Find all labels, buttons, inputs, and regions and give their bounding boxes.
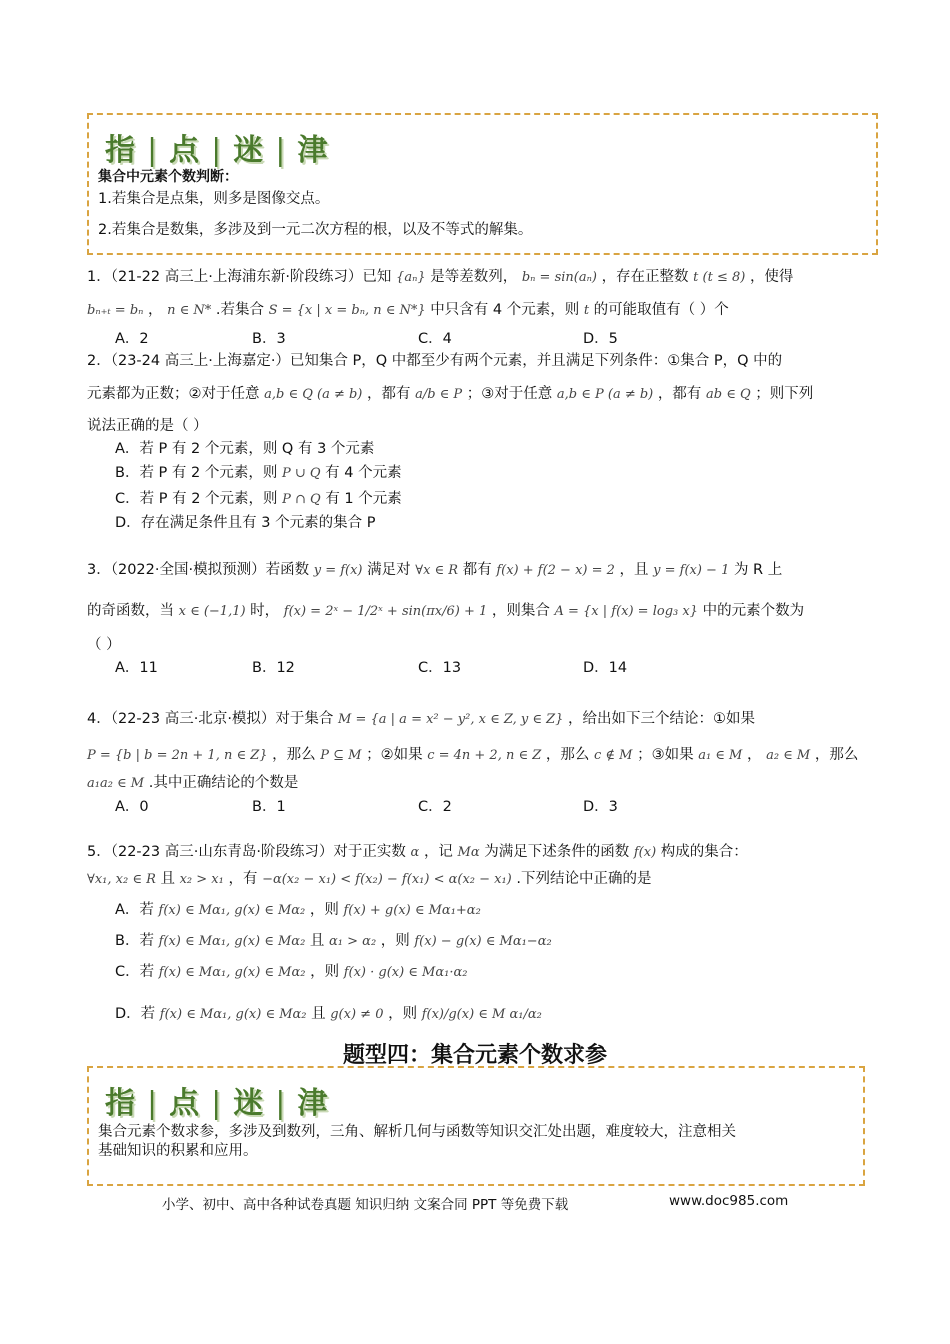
text: 且 — [309, 933, 325, 949]
text: 为满足下述条件的函数 — [484, 844, 630, 860]
math-expr: a,b ∈ Q (a ≠ b) — [264, 387, 363, 402]
q2-line2 — [87, 382, 813, 403]
text: ；③对于任意 — [466, 386, 553, 402]
text: C．若 — [115, 964, 155, 980]
text: ，那么 — [545, 747, 590, 763]
q3-option-d[interactable]: D．14 — [583, 660, 628, 676]
text: ，那么 — [814, 747, 859, 763]
text: .下列结论中正确的是 — [516, 871, 652, 887]
text: 的奇函数，当 — [87, 603, 174, 619]
tip2-line: 基础知识的积累和应用。 — [98, 1143, 258, 1159]
q5-line1 — [87, 840, 748, 861]
math-expr: ab ∈ Q — [705, 387, 751, 402]
math-expr: c = 4n + 2, n ∈ Z — [427, 748, 542, 763]
text: 的可能取值有（ ）个 — [593, 302, 729, 318]
math-expr: f(x) ∈ Mα₁, g(x) ∈ Mα₂ — [158, 903, 306, 918]
q2-option-a[interactable]: A．若 P 有 2 个元素，则 Q 有 3 个元素 — [115, 441, 375, 457]
text: B．若 — [115, 933, 154, 949]
text: ，给出如下三个结论：①如果 — [568, 711, 756, 727]
banner-char: 指 — [105, 1086, 137, 1121]
q1-option-a[interactable]: A．2 — [115, 331, 149, 347]
q3-line3: （ ） — [87, 637, 121, 653]
math-expr: a₁ ∈ M — [698, 748, 743, 763]
math-expr: P ⊆ M — [320, 748, 362, 763]
q2-option-b[interactable] — [115, 461, 402, 482]
text: 有 1 个元素 — [325, 491, 402, 507]
math-expr: bₙ₊ₜ = bₙ — [87, 303, 144, 318]
math-expr: y = f(x) — [313, 563, 363, 578]
text: 中只含有 4 个元素，则 — [430, 302, 580, 318]
math-expr: a/b ∈ P — [415, 387, 463, 402]
text: 为 R 上 — [733, 562, 783, 578]
q3-option-b[interactable]: B．12 — [252, 660, 295, 676]
text: 满足对 — [367, 562, 411, 578]
q1-option-d[interactable]: D．5 — [583, 331, 618, 347]
text: ，则 — [309, 902, 339, 918]
math-expr: ∀x₁, x₂ ∈ R — [87, 872, 156, 887]
math-expr: f(x) ∈ Mα₁, g(x) ∈ Mα₂ — [158, 965, 306, 980]
q5-option-b[interactable] — [115, 929, 552, 950]
math-expr: S = {x | x = bₙ, n ∈ N*} — [268, 303, 426, 318]
q1-option-b[interactable]: B．3 — [252, 331, 286, 347]
q5-option-d[interactable] — [115, 1002, 542, 1023]
math-expr: a₁a₂ ∈ M — [87, 776, 145, 791]
math-expr: ∀x ∈ R — [415, 563, 459, 578]
q4-line1 — [87, 707, 755, 728]
math-expr: α₁ > α₂ — [329, 934, 377, 949]
banner-char: 迷 — [233, 1086, 266, 1121]
math-expr: M = {a | a = x² − y², x ∈ Z, y ∈ Z} — [338, 712, 564, 727]
text: .若集合 — [215, 302, 264, 318]
footer-url[interactable]: www.doc985.com — [669, 1193, 789, 1209]
banner-char: 点 — [169, 1086, 202, 1121]
q1-option-c[interactable]: C．4 — [418, 331, 452, 347]
footer-text: 小学、初中、高中各种试卷真题 知识归纳 文案合同 PPT 等免费下载 — [162, 1197, 569, 1213]
math-expr: t (t ≤ 8) — [693, 270, 746, 285]
math-expr: c ∉ M — [593, 748, 633, 763]
q2-option-d[interactable]: D．存在满足条件且有 3 个元素的集合 P — [115, 515, 376, 531]
text: 时， — [250, 603, 280, 619]
text: 3．（2022·全国·模拟预测）若函数 — [87, 562, 310, 578]
text: ；③如果 — [637, 747, 694, 763]
text: ，则 — [388, 1006, 418, 1022]
text: C．若 P 有 2 个元素，则 — [115, 491, 278, 507]
text: ；则下列 — [755, 386, 814, 402]
text: ，则集合 — [491, 603, 550, 619]
text: 是等差数列， — [430, 269, 518, 285]
q5-option-a[interactable] — [115, 898, 481, 919]
q4-line3 — [87, 771, 298, 792]
math-expr: −α(x₂ − x₁) < f(x₂) − f(x₁) < α(x₂ − x₁) — [262, 872, 512, 887]
q5-option-c[interactable] — [115, 960, 467, 981]
math-expr: f(x)/g(x) ∈ M α₁/α₂ — [421, 1007, 542, 1022]
math-expr: P ∩ Q — [282, 492, 321, 507]
text: ，存在正整数 — [601, 269, 689, 285]
q2-option-c[interactable] — [115, 487, 402, 508]
text: 都有 — [462, 562, 492, 578]
banner-char: 指 — [105, 133, 137, 168]
text: 4．（22-23 高三·北京·模拟）对于集合 — [87, 711, 334, 727]
text: 有 4 个元素 — [325, 465, 402, 481]
q3-option-c[interactable]: C．13 — [418, 660, 462, 676]
math-expr: P ∪ Q — [281, 466, 321, 481]
text: B．若 P 有 2 个元素，则 — [115, 465, 278, 481]
q3-option-a[interactable]: A．11 — [115, 660, 158, 676]
math-expr: f(x) + g(x) ∈ Mα₁+α₂ — [343, 903, 481, 918]
tip2-line: 集合元素个数求参，多涉及到数列，三角、解析几何与函数等知识交汇处出题，难度较大，注意相关 — [98, 1124, 736, 1140]
text: 1．（21-22 高三上·上海浦东新·阶段练习）已知 — [87, 269, 392, 285]
q4-option-b[interactable]: B．1 — [252, 799, 286, 815]
text: 中的元素个数为 — [702, 603, 805, 619]
math-expr: f(x) ∈ Mα₁, g(x) ∈ Mα₂ — [159, 1007, 307, 1022]
text: .其中正确结论的个数是 — [148, 775, 299, 791]
math-expr: a,b ∈ P (a ≠ b) — [556, 387, 654, 402]
banner-char: 迷 — [233, 133, 266, 168]
banner-char: 点 — [169, 133, 202, 168]
q5-line2 — [87, 867, 651, 888]
text: 且 — [311, 1006, 326, 1022]
banner-char: 津 — [297, 133, 330, 168]
math-expr: Mα — [457, 845, 480, 860]
math-expr: f(x) = 2ˣ − 1/2ˣ + sin(πx/6) + 1 — [283, 604, 488, 619]
text: 元素都为正数；②对于任意 — [87, 386, 260, 402]
math-expr: A = {x | f(x) = log₃ x} — [554, 604, 698, 619]
tip-banner-1: 指 | 点 | 迷 | 津 — [105, 133, 330, 168]
tip1-line: 2.若集合是数集，多涉及到一元二次方程的根，以及不等式的解集。 — [98, 222, 533, 238]
math-expr: f(x) − g(x) ∈ Mα₁−α₂ — [414, 934, 552, 949]
q3-line1 — [87, 558, 782, 579]
math-expr: f(x) + f(2 − x) = 2 — [496, 563, 615, 578]
tip1-line: 1.若集合是点集，则多是图像交点。 — [98, 191, 330, 207]
math-expr: g(x) ≠ 0 — [330, 1007, 384, 1022]
text: ，记 — [423, 844, 453, 860]
text: 构成的集合： — [660, 844, 748, 860]
q4-option-a[interactable]: A．0 — [115, 799, 149, 815]
text: 且 — [160, 871, 175, 887]
q3-line2 — [87, 599, 804, 620]
q2-line1: 2．（23-24 高三上·上海嘉定·）已知集合 P，Q 中都至少有两个元素，并且满足下列条件：①集合 P，Q 中的 — [87, 353, 783, 369]
math-expr: y = f(x) − 1 — [653, 563, 730, 578]
math-expr: x ∈ (−1,1) — [178, 604, 246, 619]
text: ，且 — [619, 562, 649, 578]
q1-line1 — [87, 265, 793, 286]
q4-option-d[interactable]: D．3 — [583, 799, 618, 815]
math-expr: n ∈ N* — [167, 303, 212, 318]
q1-line2 — [87, 298, 729, 319]
math-expr: f(x) — [633, 845, 657, 860]
text: A．若 — [115, 902, 154, 918]
math-expr: f(x) ∈ Mα₁, g(x) ∈ Mα₂ — [158, 934, 306, 949]
math-expr: α — [410, 845, 420, 860]
text: ，则 — [380, 933, 410, 949]
text: ， — [746, 747, 762, 763]
text: ，那么 — [272, 747, 316, 763]
q2-line3: 说法正确的是（ ） — [87, 418, 208, 434]
text: ，则 — [310, 964, 340, 980]
text: ，使得 — [749, 269, 794, 285]
math-expr: P = {b | b = 2n + 1, n ∈ Z} — [87, 748, 268, 763]
section-title: 题型四：集合元素个数求参 — [342, 1043, 607, 1068]
text: ，都有 — [366, 386, 411, 402]
math-expr: x₂ > x₁ — [179, 872, 224, 887]
q4-line2 — [87, 743, 858, 764]
tip1-heading: 集合中元素个数判断： — [98, 169, 238, 185]
text: 5．（22-23 高三·山东青岛·阶段练习）对于正实数 — [87, 844, 406, 860]
text: ，有 — [228, 871, 258, 887]
text: D．若 — [115, 1006, 156, 1022]
math-expr: a₂ ∈ M — [766, 748, 811, 763]
math-expr: bₙ = sin(aₙ) — [521, 270, 597, 285]
math-expr: t — [583, 303, 590, 318]
text: ， — [148, 302, 163, 318]
q4-option-c[interactable]: C．2 — [418, 799, 452, 815]
banner-char: 津 — [297, 1086, 330, 1121]
text: ；②如果 — [366, 747, 423, 763]
tip-banner-2: 指 | 点 | 迷 | 津 — [105, 1086, 330, 1121]
math-expr: {aₙ} — [396, 270, 426, 285]
text: ，都有 — [657, 386, 702, 402]
math-expr: f(x) · g(x) ∈ Mα₁·α₂ — [343, 965, 468, 980]
